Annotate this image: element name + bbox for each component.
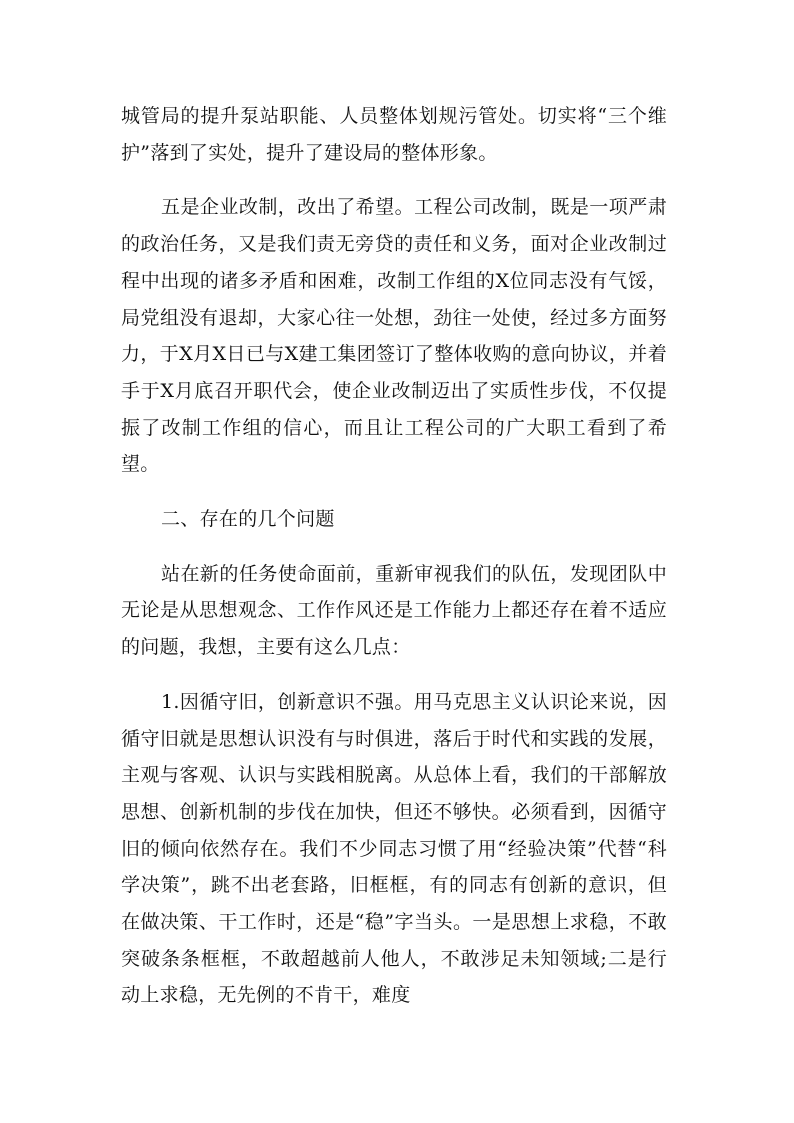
section-heading-problems: 二、存在的几个问题 [161,508,335,531]
paragraph-problems-intro: 站在新的任务使命面前，重新审视我们的队伍，发现团队中无论是从思想观念、工作作风还是工作能力上都还存在着不适应的问题，我想，主要有这么几点： [121,562,667,659]
paragraph-enterprise-reform: 五是企业改制，改出了希望。工程公司改制，既是一项严肃的政治任务，又是我们责无旁贷的责任和义务，面对企业改制过程中出现的诸多矛盾和困难，改制工作组的X位同志没有气馁，局党组没有退却，大家心往一处想，劲往一处使，经过多方面努力，于X月X日已与X建工集团签订了整体收购的意向协议，并着手于X月底召开职代会，使企业改制迈出了实质性步伐，不仅提振了改制工作组的信心，而且让工程公司的广大职工看到了希望。 [121,196,667,476]
document-body [121,98,667,1014]
paragraph-continuation: 城管局的提升泵站职能、人员整体划规污管处。切实将“三个维护”落到了实处，提升了建设局的整体形象。 [121,105,667,164]
paragraph-point-1: 1.因循守旧，创新意识不强。用马克思主义认识论来说，因循守旧就是思想认识没有与时俱进，落后于时代和实践的发展，主观与客观、认识与实践相脱离。从总体上看，我们的干部解放思想、创新机制的步伐在加快，但还不够快。必须看到，因循守旧的倾向依然存在。我们不少同志习惯了用“经验决策”代替“科学决策”，跳不出老套路，旧框框，有的同志有创新的意识，但在做决策、干工作时，还是“稳”字当头。一是思想上求稳，不敢突破条条框框，不敢超越前人他人，不敢涉足未知领域;二是行动上求稳，无先例的不肯干，难度 [121,690,667,1007]
